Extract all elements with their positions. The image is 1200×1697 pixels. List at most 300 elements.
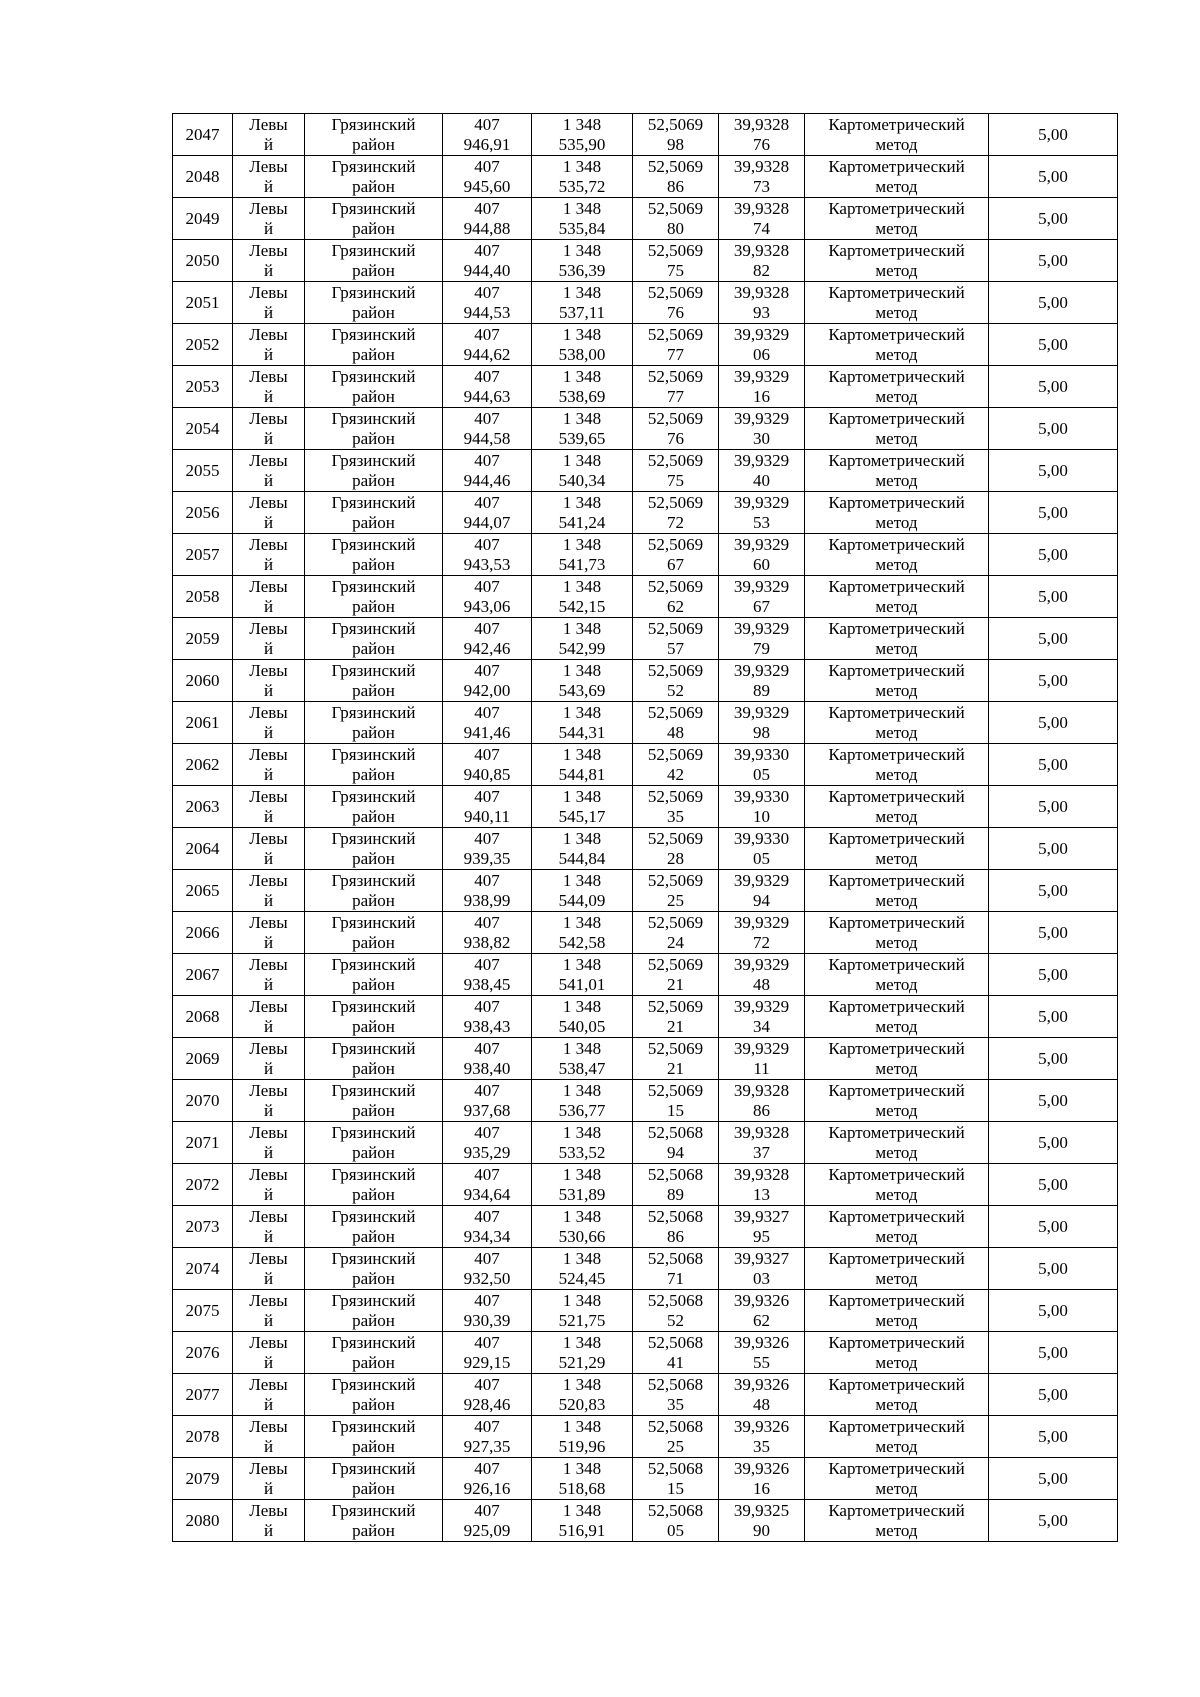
district-cell-line: район [352, 1184, 395, 1204]
x-coordinate-cell [443, 870, 532, 912]
method-cell-line: Картометрический [828, 1374, 965, 1394]
longitude-cell-line: 60 [753, 554, 770, 574]
longitude-cell-line: 39,9329 [733, 1038, 790, 1058]
method-cell-line: Картометрический [828, 492, 965, 512]
district-cell-line: Грязинский [331, 534, 416, 554]
side-cell [233, 1458, 305, 1500]
longitude-cell [719, 492, 805, 534]
district-cell-line: Грязинский [331, 114, 416, 134]
longitude-cell-line: 39,9328 [733, 1164, 790, 1184]
y-coordinate-cell-line: 533,52 [558, 1142, 606, 1162]
table-row [173, 1122, 1118, 1164]
x-coordinate-cell [443, 366, 532, 408]
longitude-cell-line: 39,9329 [733, 954, 790, 974]
district-cell [305, 1206, 443, 1248]
point-number-cell: 2057 [173, 534, 233, 576]
latitude-cell-line: 52,5069 [647, 408, 704, 428]
method-cell [805, 450, 989, 492]
method-cell-line: Картометрический [828, 408, 965, 428]
y-coordinate-cell [532, 282, 633, 324]
x-coordinate-cell-line: 407 [474, 1458, 500, 1478]
district-cell [305, 534, 443, 576]
side-cell [233, 618, 305, 660]
y-coordinate-cell-line: 530,66 [558, 1226, 606, 1246]
method-cell-line: Картометрический [828, 744, 965, 764]
latitude-cell [633, 1416, 719, 1458]
table-row [173, 1038, 1118, 1080]
side-cell-line: Левы [249, 1500, 288, 1520]
y-coordinate-cell-line: 524,45 [558, 1268, 606, 1288]
y-coordinate-cell-line: 544,81 [558, 764, 606, 784]
latitude-cell-line: 57 [667, 638, 684, 658]
x-coordinate-cell-line: 938,40 [463, 1058, 511, 1078]
y-coordinate-cell-line: 1 348 [562, 1500, 602, 1520]
district-cell [305, 870, 443, 912]
side-cell-line: й [263, 554, 274, 574]
y-coordinate-cell-line: 1 348 [562, 198, 602, 218]
latitude-cell-line: 52,5069 [647, 828, 704, 848]
district-cell-line: район [352, 974, 395, 994]
x-coordinate-cell-line: 942,00 [463, 680, 511, 700]
district-cell [305, 1164, 443, 1206]
latitude-cell [633, 786, 719, 828]
side-cell-line: й [263, 386, 274, 406]
longitude-cell [719, 576, 805, 618]
y-coordinate-cell [532, 912, 633, 954]
longitude-cell [719, 1080, 805, 1122]
latitude-cell-line: 35 [667, 1394, 684, 1414]
side-cell [233, 912, 305, 954]
x-coordinate-cell [443, 996, 532, 1038]
latitude-cell-line: 52,5068 [647, 1458, 704, 1478]
y-coordinate-cell [532, 1248, 633, 1290]
x-coordinate-cell [443, 282, 532, 324]
accuracy-cell: 5,00 [989, 366, 1118, 408]
x-coordinate-cell [443, 1458, 532, 1500]
side-cell-line: й [263, 1016, 274, 1036]
latitude-cell-line: 42 [667, 764, 684, 784]
x-coordinate-cell-line: 944,46 [463, 470, 511, 490]
longitude-cell [719, 366, 805, 408]
method-cell-line: Картометрический [828, 198, 965, 218]
longitude-cell [719, 1332, 805, 1374]
point-number-cell: 2070 [173, 1080, 233, 1122]
side-cell-line: Левы [249, 114, 288, 134]
district-cell [305, 492, 443, 534]
method-cell-line: Картометрический [828, 912, 965, 932]
y-coordinate-cell-line: 1 348 [562, 702, 602, 722]
longitude-cell-line: 39,9329 [733, 996, 790, 1016]
longitude-cell-line: 94 [753, 890, 770, 910]
longitude-cell-line: 30 [753, 428, 770, 448]
x-coordinate-cell-line: 944,63 [463, 386, 511, 406]
side-cell-line: й [263, 302, 274, 322]
latitude-cell [633, 1122, 719, 1164]
y-coordinate-cell-line: 1 348 [562, 408, 602, 428]
longitude-cell [719, 408, 805, 450]
side-cell-line: й [263, 722, 274, 742]
district-cell [305, 114, 443, 156]
longitude-cell-line: 39,9326 [733, 1290, 790, 1310]
district-cell-line: Грязинский [331, 282, 416, 302]
table-row [173, 1416, 1118, 1458]
longitude-cell-line: 06 [753, 344, 770, 364]
accuracy-cell: 5,00 [989, 786, 1118, 828]
side-cell-line: Левы [249, 996, 288, 1016]
x-coordinate-cell [443, 1374, 532, 1416]
longitude-cell-line: 48 [753, 1394, 770, 1414]
table-row [173, 1206, 1118, 1248]
latitude-cell-line: 52,5069 [647, 492, 704, 512]
district-cell [305, 198, 443, 240]
latitude-cell-line: 52,5069 [647, 618, 704, 638]
district-cell-line: Грязинский [331, 912, 416, 932]
y-coordinate-cell [532, 954, 633, 996]
district-cell-line: Грязинский [331, 1290, 416, 1310]
district-cell-line: Грязинский [331, 744, 416, 764]
x-coordinate-cell-line: 407 [474, 324, 500, 344]
latitude-cell [633, 912, 719, 954]
x-coordinate-cell-line: 407 [474, 1416, 500, 1436]
latitude-cell-line: 52,5069 [647, 954, 704, 974]
district-cell [305, 1374, 443, 1416]
x-coordinate-cell-line: 938,45 [463, 974, 511, 994]
x-coordinate-cell [443, 156, 532, 198]
y-coordinate-cell-line: 541,01 [558, 974, 606, 994]
y-coordinate-cell-line: 1 348 [562, 366, 602, 386]
side-cell [233, 1416, 305, 1458]
method-cell [805, 1374, 989, 1416]
x-coordinate-cell-line: 943,53 [463, 554, 511, 574]
x-coordinate-cell-line: 945,60 [463, 176, 511, 196]
longitude-cell-line: 39,9328 [733, 1122, 790, 1142]
point-number-cell: 2062 [173, 744, 233, 786]
latitude-cell [633, 1206, 719, 1248]
point-number-cell: 2053 [173, 366, 233, 408]
method-cell-line: метод [875, 134, 918, 154]
latitude-cell [633, 1038, 719, 1080]
latitude-cell-line: 52,5069 [647, 156, 704, 176]
accuracy-cell: 5,00 [989, 618, 1118, 660]
x-coordinate-cell [443, 198, 532, 240]
longitude-cell-line: 39,9326 [733, 1374, 790, 1394]
district-cell-line: Грязинский [331, 492, 416, 512]
accuracy-cell: 5,00 [989, 156, 1118, 198]
side-cell-line: Левы [249, 744, 288, 764]
district-cell-line: район [352, 1226, 395, 1246]
y-coordinate-cell-line: 544,09 [558, 890, 606, 910]
x-coordinate-cell-line: 407 [474, 912, 500, 932]
latitude-cell [633, 1248, 719, 1290]
side-cell [233, 324, 305, 366]
side-cell [233, 1038, 305, 1080]
latitude-cell [633, 1164, 719, 1206]
method-cell [805, 912, 989, 954]
latitude-cell-line: 52,5069 [647, 366, 704, 386]
latitude-cell-line: 52 [667, 680, 684, 700]
x-coordinate-cell-line: 407 [474, 786, 500, 806]
x-coordinate-cell [443, 660, 532, 702]
x-coordinate-cell-line: 944,40 [463, 260, 511, 280]
district-cell [305, 618, 443, 660]
latitude-cell [633, 1290, 719, 1332]
x-coordinate-cell [443, 324, 532, 366]
y-coordinate-cell-line: 545,17 [558, 806, 606, 826]
latitude-cell [633, 576, 719, 618]
side-cell-line: й [263, 680, 274, 700]
method-cell-line: метод [875, 722, 918, 742]
x-coordinate-cell-line: 407 [474, 156, 500, 176]
method-cell-line: метод [875, 638, 918, 658]
side-cell-line: Левы [249, 1416, 288, 1436]
table-row [173, 912, 1118, 954]
x-coordinate-cell-line: 944,88 [463, 218, 511, 238]
side-cell-line: Левы [249, 786, 288, 806]
latitude-cell-line: 80 [667, 218, 684, 238]
side-cell-line: Левы [249, 1458, 288, 1478]
x-coordinate-cell [443, 534, 532, 576]
x-coordinate-cell-line: 925,09 [463, 1520, 511, 1540]
y-coordinate-cell-line: 536,77 [558, 1100, 606, 1120]
longitude-cell-line: 39,9329 [733, 492, 790, 512]
longitude-cell [719, 1290, 805, 1332]
method-cell-line: Картометрический [828, 1290, 965, 1310]
latitude-cell-line: 52,5068 [647, 1416, 704, 1436]
side-cell-line: й [263, 1142, 274, 1162]
method-cell-line: Картометрический [828, 1416, 965, 1436]
longitude-cell-line: 55 [753, 1352, 770, 1372]
x-coordinate-cell [443, 954, 532, 996]
method-cell-line: метод [875, 260, 918, 280]
latitude-cell [633, 702, 719, 744]
district-cell-line: район [352, 554, 395, 574]
y-coordinate-cell-line: 531,89 [558, 1184, 606, 1204]
x-coordinate-cell-line: 407 [474, 954, 500, 974]
method-cell [805, 198, 989, 240]
district-cell-line: район [352, 260, 395, 280]
table-row [173, 366, 1118, 408]
longitude-cell-line: 11 [753, 1058, 770, 1078]
latitude-cell [633, 450, 719, 492]
district-cell-line: район [352, 134, 395, 154]
table-row [173, 156, 1118, 198]
latitude-cell-line: 52,5069 [647, 1080, 704, 1100]
longitude-cell [719, 1416, 805, 1458]
y-coordinate-cell [532, 1038, 633, 1080]
longitude-cell [719, 450, 805, 492]
x-coordinate-cell [443, 1500, 532, 1542]
method-cell [805, 618, 989, 660]
point-number-cell: 2072 [173, 1164, 233, 1206]
latitude-cell-line: 75 [667, 260, 684, 280]
x-coordinate-cell-line: 407 [474, 114, 500, 134]
y-coordinate-cell-line: 1 348 [562, 828, 602, 848]
point-number-cell: 2050 [173, 240, 233, 282]
method-cell-line: метод [875, 596, 918, 616]
side-cell-line: Левы [249, 954, 288, 974]
x-coordinate-cell-line: 407 [474, 1248, 500, 1268]
y-coordinate-cell-line: 1 348 [562, 282, 602, 302]
method-cell-line: Картометрический [828, 1248, 965, 1268]
table-body [173, 114, 1118, 1542]
point-number-cell: 2069 [173, 1038, 233, 1080]
accuracy-cell: 5,00 [989, 1038, 1118, 1080]
side-cell-line: Левы [249, 1206, 288, 1226]
y-coordinate-cell-line: 1 348 [562, 744, 602, 764]
district-cell [305, 576, 443, 618]
longitude-cell-line: 89 [753, 680, 770, 700]
y-coordinate-cell-line: 1 348 [562, 618, 602, 638]
longitude-cell-line: 39,9328 [733, 198, 790, 218]
y-coordinate-cell-line: 535,72 [558, 176, 606, 196]
latitude-cell-line: 52,5069 [647, 786, 704, 806]
table-row [173, 1458, 1118, 1500]
district-cell [305, 366, 443, 408]
longitude-cell-line: 39,9329 [733, 450, 790, 470]
table-row [173, 1332, 1118, 1374]
method-cell [805, 1458, 989, 1500]
district-cell-line: район [352, 764, 395, 784]
y-coordinate-cell-line: 1 348 [562, 450, 602, 470]
side-cell-line: Левы [249, 282, 288, 302]
y-coordinate-cell-line: 521,75 [558, 1310, 606, 1330]
longitude-cell [719, 240, 805, 282]
side-cell [233, 366, 305, 408]
longitude-cell [719, 1248, 805, 1290]
longitude-cell-line: 39,9328 [733, 240, 790, 260]
latitude-cell-line: 52,5068 [647, 1206, 704, 1226]
longitude-cell-line: 39,9327 [733, 1248, 790, 1268]
latitude-cell-line: 72 [667, 512, 684, 532]
y-coordinate-cell-line: 1 348 [562, 1206, 602, 1226]
district-cell-line: Грязинский [331, 408, 416, 428]
longitude-cell-line: 95 [753, 1226, 770, 1246]
district-cell-line: Грязинский [331, 1416, 416, 1436]
x-coordinate-cell-line: 932,50 [463, 1268, 511, 1288]
y-coordinate-cell [532, 1332, 633, 1374]
latitude-cell [633, 408, 719, 450]
district-cell [305, 1038, 443, 1080]
method-cell-line: Картометрический [828, 156, 965, 176]
y-coordinate-cell [532, 534, 633, 576]
latitude-cell-line: 25 [667, 1436, 684, 1456]
district-cell-line: район [352, 218, 395, 238]
x-coordinate-cell-line: 940,85 [463, 764, 511, 784]
district-cell [305, 324, 443, 366]
point-number-cell: 2052 [173, 324, 233, 366]
accuracy-cell: 5,00 [989, 1458, 1118, 1500]
side-cell-line: й [263, 470, 274, 490]
latitude-cell-line: 71 [667, 1268, 684, 1288]
y-coordinate-cell-line: 1 348 [562, 156, 602, 176]
y-coordinate-cell-line: 1 348 [562, 1122, 602, 1142]
y-coordinate-cell-line: 1 348 [562, 996, 602, 1016]
y-coordinate-cell [532, 156, 633, 198]
latitude-cell-line: 52,5069 [647, 912, 704, 932]
y-coordinate-cell-line: 1 348 [562, 912, 602, 932]
y-coordinate-cell [532, 408, 633, 450]
method-cell-line: метод [875, 344, 918, 364]
side-cell [233, 702, 305, 744]
y-coordinate-cell [532, 1122, 633, 1164]
x-coordinate-cell [443, 1122, 532, 1164]
y-coordinate-cell-line: 538,47 [558, 1058, 606, 1078]
method-cell [805, 1038, 989, 1080]
method-cell-line: Картометрический [828, 786, 965, 806]
x-coordinate-cell-line: 407 [474, 1080, 500, 1100]
longitude-cell-line: 86 [753, 1100, 770, 1120]
latitude-cell-line: 52,5069 [647, 198, 704, 218]
y-coordinate-cell-line: 1 348 [562, 114, 602, 134]
y-coordinate-cell-line: 519,96 [558, 1436, 606, 1456]
accuracy-cell: 5,00 [989, 1122, 1118, 1164]
table-row [173, 660, 1118, 702]
method-cell [805, 660, 989, 702]
latitude-cell [633, 660, 719, 702]
longitude-cell [719, 1038, 805, 1080]
y-coordinate-cell-line: 521,29 [558, 1352, 606, 1372]
longitude-cell-line: 39,9329 [733, 912, 790, 932]
side-cell-line: Левы [249, 870, 288, 890]
side-cell-line: й [263, 260, 274, 280]
latitude-cell-line: 52,5069 [647, 1038, 704, 1058]
latitude-cell-line: 41 [667, 1352, 684, 1372]
point-number-cell: 2067 [173, 954, 233, 996]
latitude-cell-line: 05 [667, 1520, 684, 1540]
point-number-cell: 2074 [173, 1248, 233, 1290]
side-cell-line: й [263, 806, 274, 826]
method-cell-line: Картометрический [828, 618, 965, 638]
side-cell [233, 576, 305, 618]
x-coordinate-cell [443, 1332, 532, 1374]
y-coordinate-cell-line: 541,73 [558, 554, 606, 574]
point-number-cell: 2064 [173, 828, 233, 870]
longitude-cell-line: 39,9329 [733, 534, 790, 554]
side-cell-line: й [263, 344, 274, 364]
longitude-cell-line: 73 [753, 176, 770, 196]
longitude-cell-line: 72 [753, 932, 770, 952]
side-cell-line: Левы [249, 660, 288, 680]
longitude-cell-line: 39,9326 [733, 1332, 790, 1352]
side-cell [233, 828, 305, 870]
side-cell-line: Левы [249, 1374, 288, 1394]
method-cell-line: метод [875, 1058, 918, 1078]
x-coordinate-cell [443, 912, 532, 954]
method-cell-line: метод [875, 932, 918, 952]
district-cell-line: Грязинский [331, 660, 416, 680]
accuracy-cell: 5,00 [989, 660, 1118, 702]
longitude-cell-line: 93 [753, 302, 770, 322]
side-cell-line: й [263, 428, 274, 448]
longitude-cell-line: 16 [753, 1478, 770, 1498]
y-coordinate-cell [532, 450, 633, 492]
side-cell-line: й [263, 1058, 274, 1078]
latitude-cell-line: 98 [667, 134, 684, 154]
district-cell [305, 954, 443, 996]
side-cell [233, 492, 305, 534]
longitude-cell [719, 282, 805, 324]
latitude-cell-line: 52,5069 [647, 744, 704, 764]
method-cell-line: Картометрический [828, 1458, 965, 1478]
table-row [173, 408, 1118, 450]
longitude-cell [719, 912, 805, 954]
latitude-cell [633, 198, 719, 240]
accuracy-cell: 5,00 [989, 1248, 1118, 1290]
method-cell [805, 534, 989, 576]
method-cell-line: метод [875, 764, 918, 784]
x-coordinate-cell-line: 407 [474, 870, 500, 890]
x-coordinate-cell-line: 407 [474, 1500, 500, 1520]
